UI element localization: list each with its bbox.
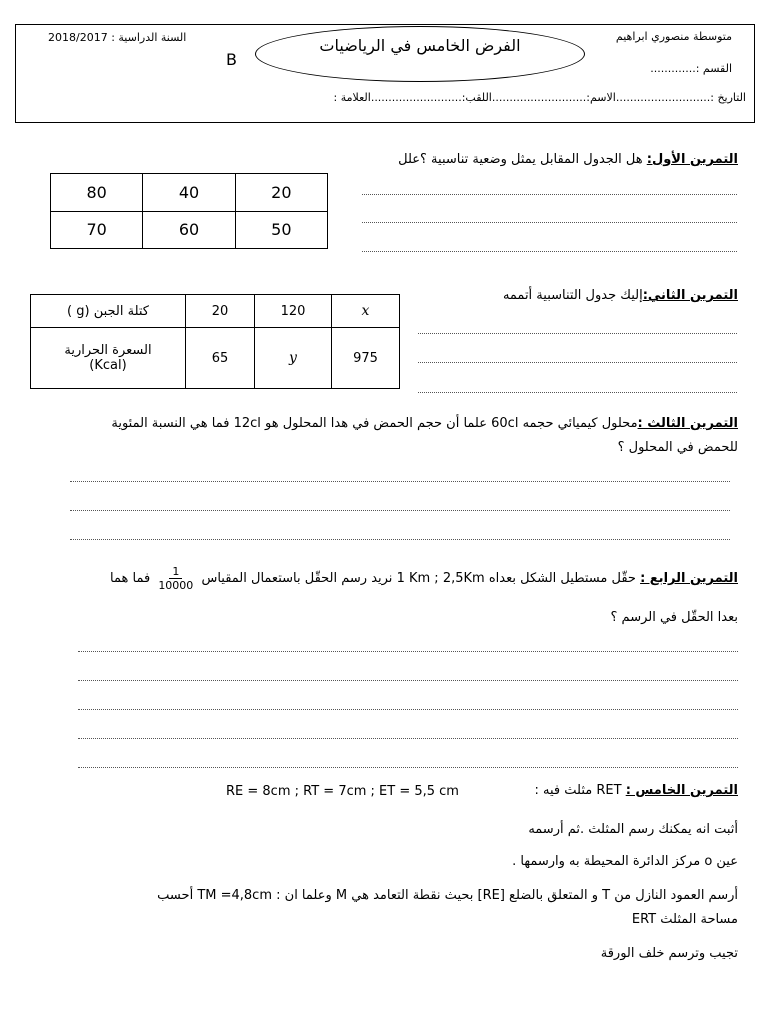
table-cell: 80 (51, 174, 143, 212)
table-cell: 65 (186, 328, 255, 389)
table-cell: x (332, 295, 400, 328)
table-row (31, 328, 400, 389)
ex4-line2: بعدا الحقّل في الرسم ؟ (610, 610, 738, 625)
answer-line (78, 767, 738, 768)
exam-title: الفرض الخامس في الرياضيات (319, 36, 521, 55)
school-name: متوسطة منصوري ابراهيم (615, 30, 732, 43)
ex2-table (30, 294, 400, 389)
table-row (51, 211, 328, 249)
ex5-q2: عين o مركز الدائرة المحيطة به وارسمها . (512, 854, 738, 869)
answer-line (362, 222, 737, 223)
answer-line (362, 251, 737, 252)
ex2-statement (503, 288, 738, 303)
table-cell: 40 (143, 174, 235, 212)
ex5-q1: أثبت انه يمكنك رسم المثلث .ثم أرسمه (528, 822, 738, 837)
ex2-question: إليك جدول التناسبية أتممه (502, 288, 643, 303)
table-cell: 70 (51, 211, 143, 249)
answer-line (362, 194, 737, 195)
answer-line (78, 651, 738, 652)
ex5-q3-line2: مساحة المثلث ERT (631, 912, 738, 927)
ex1-question: هل الجدول المقابل يمثل وضعية تناسبية ؟علل (398, 152, 643, 167)
ex5-line1: التمرين الخامس : RET مثلث فيه : (534, 783, 738, 798)
answer-line (418, 392, 737, 393)
table-cell: السعرة الحرارية (Kcal) (31, 328, 186, 389)
class-field: القسم :............. (650, 62, 732, 75)
scale-fraction: $\frac{1}{10000}$ (158, 565, 194, 592)
answer-line (70, 481, 730, 482)
ex1-table (50, 173, 328, 249)
answer-line (70, 539, 730, 540)
ex5-measures: RE = 8cm ; RT = 7cm ; ET = 5,5 cm (226, 784, 459, 799)
school-year: 2018/2017 السنة الدراسية : (48, 31, 187, 44)
table-cell: 20 (235, 174, 327, 212)
answer-line (78, 680, 738, 681)
ex5-q3-line1: أرسم العمود النازل من T و المتعلق بالضلع [RE] بحيث نقطة التعامد هي M وعلما ان : TM =4,8cm أحسب (157, 888, 738, 903)
ex1-statement (398, 152, 738, 167)
table-cell: 50 (235, 211, 327, 249)
table-cell: كتلة الجبن (g ) (31, 295, 186, 328)
answer-line (78, 738, 738, 739)
answer-line (78, 709, 738, 710)
table-cell: 975 (332, 328, 400, 389)
ex1-title: التمرين الأول: (646, 152, 738, 167)
answer-line (418, 333, 737, 334)
table-cell: 120 (255, 295, 332, 328)
ex5-title: التمرين الخامس : (625, 783, 738, 798)
ex2-title: التمرين الثاني: (642, 288, 738, 303)
table-cell: 20 (186, 295, 255, 328)
answer-line (418, 362, 737, 363)
table-row (51, 174, 328, 212)
ex4-line1: التمرين الرابع : حقّل مستطيل الشكل بعداه 1 Km ; 2,5Km نريد رسم الحقّل باستعمال المقياس $\frac{1}{10000}$ فما هما (110, 565, 738, 592)
ex3-line2: للحمض في المحلول ؟ (617, 440, 738, 455)
table-row (31, 295, 400, 328)
ex4-title: التمرين الرابع : (640, 571, 738, 586)
table-cell: 60 (143, 211, 235, 249)
group-letter: B (226, 50, 237, 69)
ex3-title: التمرين الثالث : (637, 416, 738, 431)
ex3-line1: التمرين الثالث :محلول كيميائي حجمه 60cl علما أن حجم الحمض في هدا المحلول هو 12cl فما هي النسبة المئوية (111, 416, 738, 431)
student-info-line: التاريخ :...........................الاسم:...........................اللقب:..........................العلامة : (333, 91, 746, 104)
table-cell: y (255, 328, 332, 389)
ex5-note: تجيب وترسم خلف الورقة (600, 946, 738, 961)
answer-line (70, 510, 730, 511)
